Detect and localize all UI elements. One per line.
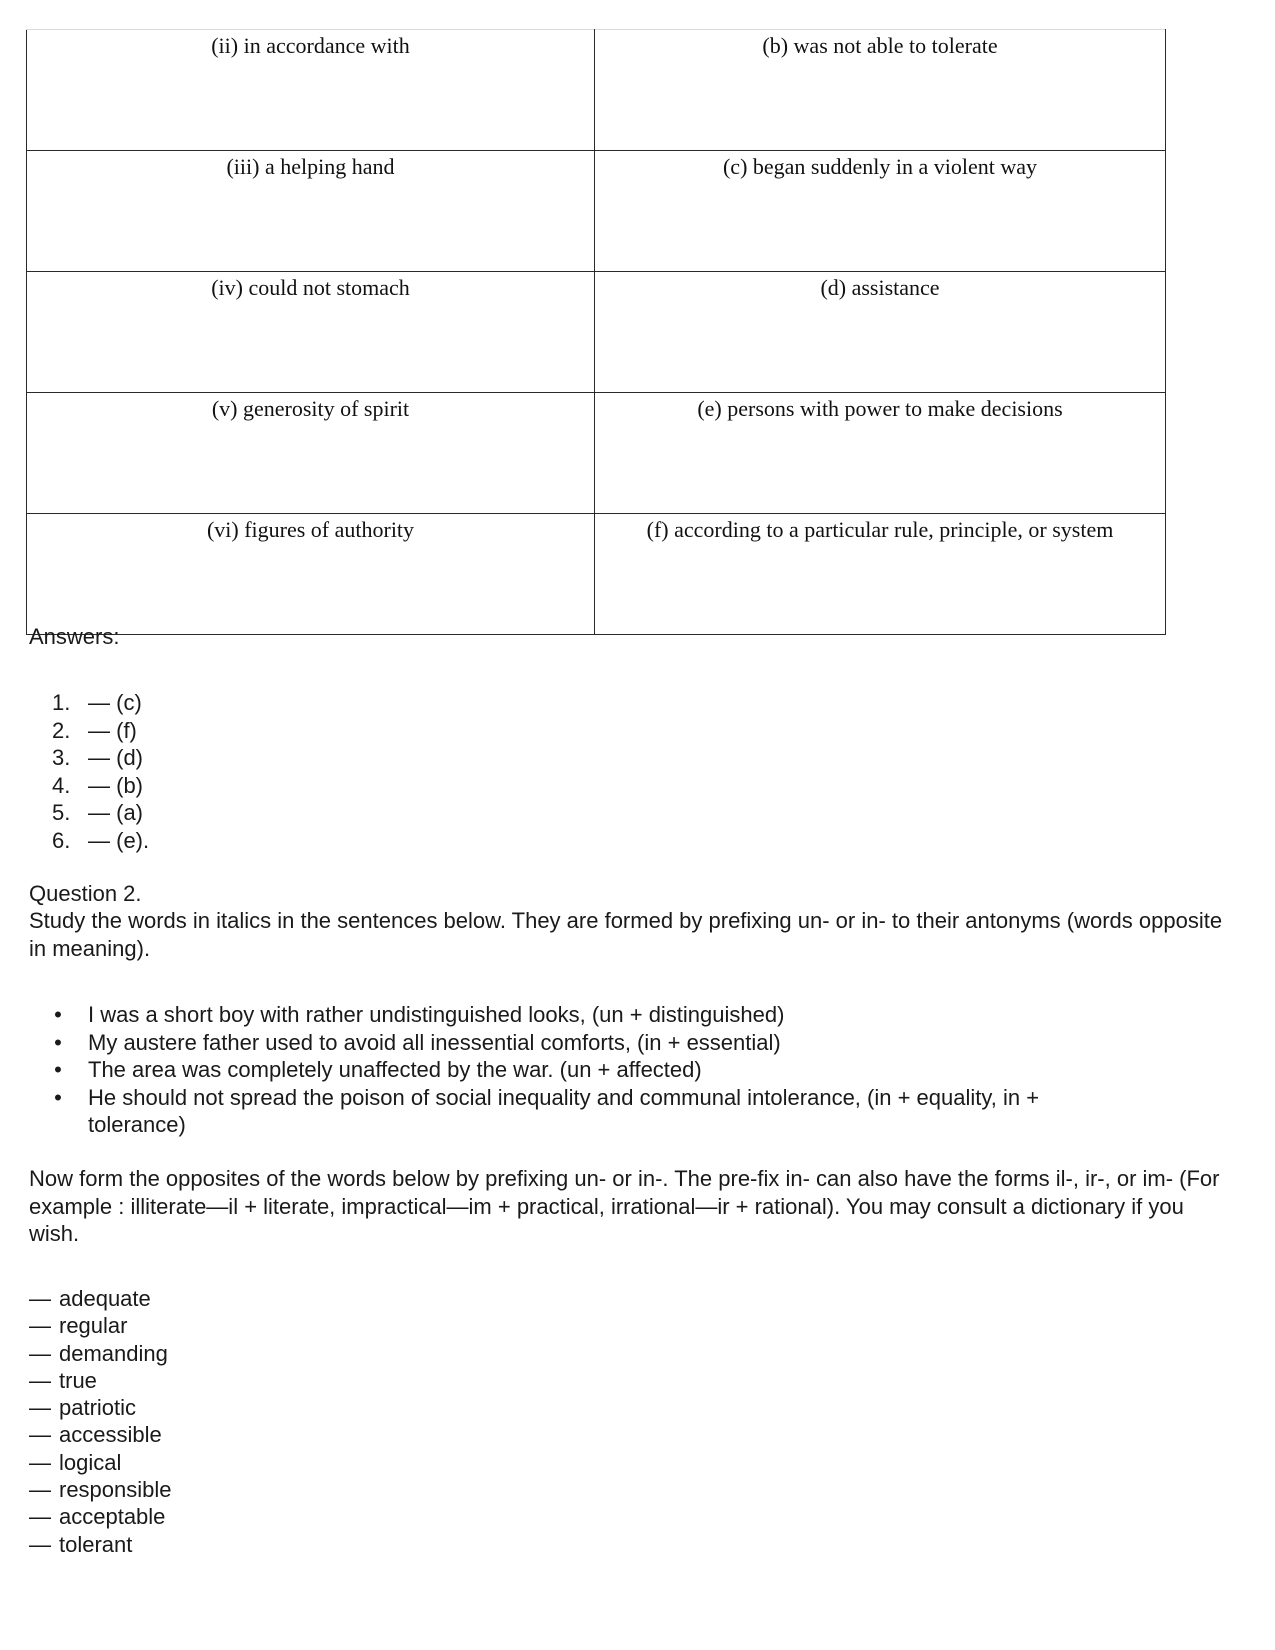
table-row xyxy=(27,272,1166,393)
answer-value: — (f) xyxy=(88,717,137,743)
answer-value: — (c) xyxy=(88,690,142,715)
example-text: I was a short boy with rather undistinguished looks, (un + distinguished) xyxy=(88,1002,785,1027)
answer-value: — (e). xyxy=(88,827,150,853)
word-item xyxy=(29,1476,172,1503)
word-item xyxy=(29,1449,172,1476)
word-text: accessible xyxy=(59,1422,162,1448)
table-cell-phrase: (v) generosity of spirit xyxy=(27,393,595,514)
example-text: He should not spread the poison of social inequality and communal intolerance, (in + equality, in + tolerance) xyxy=(88,1084,1040,1137)
word-text: tolerant xyxy=(59,1531,133,1557)
bullet-icon: • xyxy=(54,1084,62,1110)
answer-value: — (d) xyxy=(88,745,143,770)
word-item xyxy=(29,1340,172,1367)
answers-label: Answers: xyxy=(29,624,120,649)
answer-number: 2. xyxy=(52,717,71,743)
words-list xyxy=(29,1285,172,1558)
table-cell-meaning: (c) began suddenly in a violent way xyxy=(595,151,1166,272)
word-text: patriotic xyxy=(59,1395,137,1421)
word-item xyxy=(29,1394,172,1421)
table-cell-phrase: (iv) could not stomach xyxy=(27,272,595,393)
word-text: adequate xyxy=(59,1286,151,1311)
word-text: responsible xyxy=(59,1477,172,1503)
word-item xyxy=(29,1312,172,1339)
dash-icon: — xyxy=(29,1313,51,1339)
bullet-icon: • xyxy=(54,1002,62,1027)
word-text: demanding xyxy=(59,1340,168,1366)
dash-icon: — xyxy=(29,1395,51,1421)
word-item xyxy=(29,1285,172,1312)
table-cell-meaning: (e) persons with power to make decisions xyxy=(595,393,1166,514)
answer-number: 1. xyxy=(52,690,71,715)
word-text: acceptable xyxy=(59,1504,166,1530)
instruction-text: Now form the opposites of the words below by prefixing un- or in-. The pre-fix in- can also have the forms il-, ir-, or im- (For example : illiterate—il + literate, impractical—im + practical, irrational—ir + rational). You may consult a dictionary if you wish. xyxy=(29,1166,1220,1246)
table-cell-phrase: (iii) a helping hand xyxy=(27,151,595,272)
example-text: The area was completely unaffected by the war. (un + affected) xyxy=(88,1057,702,1082)
example-item xyxy=(0,1001,1200,1029)
dash-icon: — xyxy=(29,1367,51,1393)
word-item xyxy=(29,1421,172,1448)
question-intro: Study the words in italics in the sentences below. They are formed by prefixing un- or in- to their antonyms (words opposite in meaning). xyxy=(29,908,1223,961)
table-cell-meaning: (d) assistance xyxy=(595,272,1166,393)
word-text: true xyxy=(59,1367,97,1393)
table-cell-phrase: (vi) figures of authority xyxy=(27,514,595,635)
word-item xyxy=(29,1503,172,1530)
dash-icon: — xyxy=(29,1422,51,1448)
dash-icon: — xyxy=(29,1531,51,1557)
word-item xyxy=(29,1367,172,1394)
example-item xyxy=(0,1056,1200,1084)
dash-icon: — xyxy=(29,1286,51,1311)
answer-number: 5. xyxy=(52,800,71,825)
match-table xyxy=(26,29,1166,635)
bullet-icon: • xyxy=(54,1057,62,1082)
table-row xyxy=(27,30,1166,151)
answer-number: 6. xyxy=(52,827,71,853)
bullet-icon: • xyxy=(54,1029,62,1055)
dash-icon: — xyxy=(29,1477,51,1503)
answer-number: 3. xyxy=(52,745,71,770)
dash-icon: — xyxy=(29,1449,51,1475)
example-item xyxy=(0,1084,1200,1139)
example-item xyxy=(0,1029,1200,1057)
table-cell-meaning: (b) was not able to tolerate xyxy=(595,30,1166,151)
table-row xyxy=(27,151,1166,272)
answer-value: — (a) xyxy=(88,800,143,825)
word-text: regular xyxy=(59,1313,128,1339)
word-text: logical xyxy=(59,1449,122,1475)
dash-icon: — xyxy=(29,1340,51,1366)
dash-icon: — xyxy=(29,1504,51,1530)
answer-number: 4. xyxy=(52,772,71,798)
table-row xyxy=(27,514,1166,635)
example-text: My austere father used to avoid all inessential comforts, (in + essential) xyxy=(88,1029,781,1055)
table-cell-phrase: (ii) in accordance with xyxy=(27,30,595,151)
examples-list xyxy=(0,1001,1200,1139)
answer-value: — (b) xyxy=(88,772,143,798)
question-title: Question 2. xyxy=(29,881,142,906)
table-cell-meaning: (f) according to a particular rule, principle, or system xyxy=(595,514,1166,635)
word-item xyxy=(29,1531,172,1558)
table-row xyxy=(27,393,1166,514)
